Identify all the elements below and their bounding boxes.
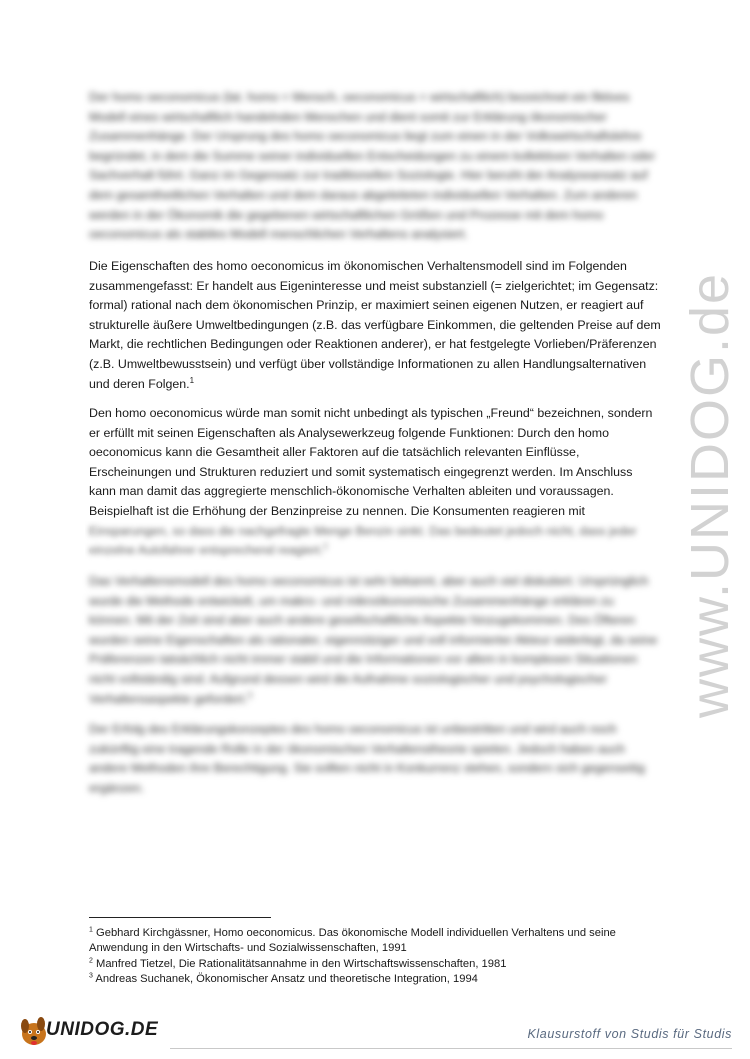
- paragraph-5-blurred: Der Erfolg des Erklärungskonzeptes des homo oeconomicus ist unbestritten und wird auch noch zukünftig eine tragende Rolle in der ökonomischen Verhaltenstheorie spielen. Jedoch haben auch andere Methoden ihre Berechtigung. Sie sollten nicht in Konkurrenz stehen, sondern sich gegenseitig ergänzen.: [89, 722, 645, 795]
- watermark-text: www.UNIDOG.de: [680, 271, 740, 718]
- footnote-ref-2: 2: [323, 542, 328, 552]
- footnote-3: [89, 972, 669, 987]
- footer-tagline: Klausurstoff von Studis für Studis: [527, 1027, 732, 1041]
- footnote-2-number: 2: [89, 957, 93, 965]
- footnote-2-text: Manfred Tietzel, Die Rationalitätsannahme in den Wirtschaftswissenschaften, 1981: [96, 958, 507, 970]
- paragraph-1-blurred: Der homo oeconomicus (lat. homo = Mensch, oeconomicus = wirtschaftlich) bezeichnet ein fiktives Modell eines wirtschaftlich handelnden Menschen und dient somit zur Erklärung ökonomischer Zusammenhänge. Der Ursprung des homo oeconomicus liegt zum einen in der Volkswirtschaftslehre begründet, in dem die Summe seiner individuellen Entscheidungen zu einem kollektiven Verhalten oder Sachverhalt führt. Ganz im Gegensatz zur traditionellen Soziologie. Hier beruht der Analyseansatz auf dem gesamtheitlichen Verhalten und dem daraus abgeleiteten individuellen Verhalten. Zum anderen werden in der Ökonomik die gegebenen wirtschaftlichen Größen und Prozesse mit dem homo oeconomicus als stabiles Modell menschlichen Verhaltens analysiert.: [89, 90, 656, 242]
- footnote-3-number: 3: [89, 972, 93, 980]
- paragraph-3-text: Den homo oeconomicus würde man somit nicht unbedingt als typischen „Freund“ bezeichnen, sondern er erfüllt mit seinen Eigenschaften als Analysewerkzeug folgende Funktionen: Durch den homo oeconomicus kann die Gesamtheit aller Faktoren auf die tatsächlich relevanten Einflüsse, Erscheinungen und Strukturen reduziert und somit systematisch eingegrenzt werden. Im Anschluss kann man damit das aggregierte menschlich-ökonomische Verhalten ableiten und voraussagen. Beispielhaft ist die Erhöhung der Benzinpreise zu nennen. Die Konsumenten reagieren mit Einsparungen, so dass die nachgefragte Menge Benzin sinkt. Das bedeutet jedoch nicht, dass jeder einzelne Autofahrer entsprechend reagiert.: [89, 406, 653, 558]
- watermark: [680, 271, 740, 720]
- footnote-ref-3: 3: [247, 690, 252, 700]
- footnote-2: [89, 957, 669, 972]
- footnote-1-text: Gebhard Kirchgässner, Homo oeconomicus. Das ökonomische Modell individuellen Verhaltens und seine Anwendung in den Wirtschafts- und Sozialwissenschaften, 1991: [89, 927, 616, 954]
- paragraph-4-blurred: [89, 572, 661, 709]
- footer-rule: [170, 1048, 732, 1049]
- blur-overlay: [85, 521, 675, 561]
- footnote-1: [89, 926, 669, 956]
- paragraph-4-text: Das Verhaltensmodell des homo oeconomicus ist sehr bekannt, aber auch viel diskutiert. Ursprünglich wurde die Methode entwickelt, um makro- und mikroökonomische Zusammenhänge erklären zu können. Mit der Zeit sind aber auch andere gesellschaftliche Aspekte hinzugekommen. Des Öfteren wurden seine Eigenschaften als rationaler, eigennütziger und voll informierter Akteur widerlegt, da seine Präferenzen tatsächlich nicht immer stabil und die Informationen vor allem in komplexen Situationen nicht vollständig sind. Aufgrund dessen wird die Aufnahme soziologischer und psychologischer Verhaltensaspekte gefordert.: [89, 574, 658, 706]
- footnote-ref-1: 1: [189, 375, 195, 385]
- paragraph-2: [89, 257, 661, 394]
- logo-text: UNIDOG.DE: [46, 1019, 159, 1040]
- footnote-1-number: 1: [89, 926, 93, 934]
- footnote-3-text: Andreas Suchanek, Ökonomischer Ansatz und theoretische Integration, 1994: [95, 973, 478, 985]
- footnote-separator: [89, 917, 271, 918]
- paragraph-2-text: Die Eigenschaften des homo oeconomicus im ökonomischen Verhaltensmodell sind im Folgenden zusammengefasst: Er handelt aus Eigeninteresse und meist substanziell (= zielgerichtet; im Gegensatz: formal) rational nach dem ökonomischen Prinzip, er maximiert seinen eigenen Nutzen, er reagiert auf strukturelle äußere Umweltbedingungen (z.B. das verfügbare Einkommen, die geltenden Preise auf dem Markt, die rechtlichen Bedingungen oder Reaktionen anderer), er hat festgelegte Vorlieben/Präferenzen (z.B. Umweltbewusstsein) und verfügt über vollständige Informationen zu allen Handlungsalternativen und deren Folgen.: [89, 259, 661, 391]
